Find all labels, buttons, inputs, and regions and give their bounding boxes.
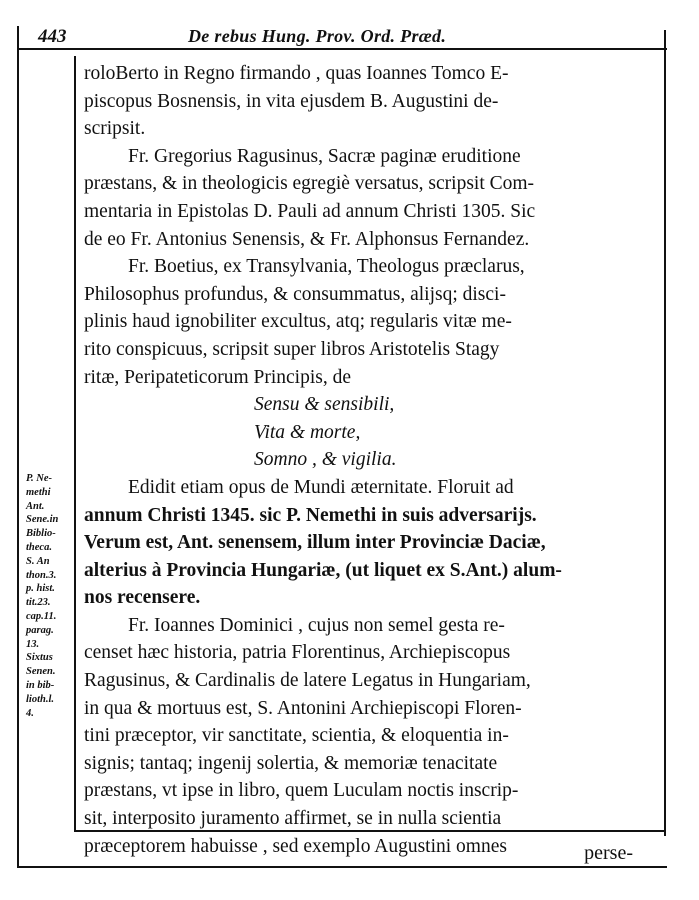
page-number: 443 bbox=[38, 26, 67, 47]
text-line: ritæ, Peripateticorum Principis, de bbox=[84, 366, 351, 388]
text-line: in qua & mortuus est, S. Antonini Archiepiscopi Floren- bbox=[84, 697, 522, 719]
marginal-note-line: p. hist. bbox=[26, 583, 55, 595]
page-header bbox=[0, 16, 699, 50]
text-line: Edidit etiam opus de Mundi æternitate. Floruit ad bbox=[128, 476, 514, 498]
marginal-note-line: 13. bbox=[26, 638, 40, 650]
text-line: præceptorem habuisse , sed exemplo Augustini omnes bbox=[84, 835, 507, 857]
marginal-note bbox=[26, 472, 78, 720]
text-line: Philosophus profundus, & consummatus, alijsq; disci- bbox=[84, 283, 506, 305]
marginal-note-line: lioth.l. bbox=[26, 693, 55, 705]
text-line: signis; tantaq; ingenij solertia, & memoriæ tenacitate bbox=[84, 752, 498, 774]
text-line: alterius à Provincia Hungariæ, (ut liquet ex S.Ant.) alum- bbox=[84, 559, 562, 581]
marginal-note-line: Biblio- bbox=[26, 528, 56, 540]
text-line: de eo Fr. Antonius Senensis, & Fr. Alphonsus Fernandez. bbox=[84, 228, 530, 250]
marginal-note-line: methi bbox=[26, 486, 51, 498]
marginal-note-line: P. Ne- bbox=[26, 473, 53, 484]
marginal-note-line: Ant. bbox=[26, 500, 45, 512]
text-line: piscopus Bosnensis, in vita ejusdem B. Augustini de- bbox=[84, 90, 499, 112]
text-line: præstans, & in theologicis egregiè versatus, scripsit Com- bbox=[84, 173, 535, 195]
text-line: Ragusinus, & Cardinalis de latere Legatus in Hungariam, bbox=[84, 670, 531, 692]
text-line: tini præceptor, vir sanctitate, scientia, & eloquentia in- bbox=[84, 725, 509, 747]
text-line: mentaria in Epistolas D. Pauli ad annum Christi 1305. Sic bbox=[84, 200, 536, 222]
text-line: plinis haud ignobiliter excultus, atq; regularis vitæ me- bbox=[84, 311, 512, 333]
marginal-note-line: cap.11. bbox=[26, 610, 57, 622]
right-border-line bbox=[664, 30, 666, 836]
marginal-note-line: Senen. bbox=[26, 666, 56, 678]
text-line: nos recensere. bbox=[84, 587, 201, 609]
footer-rule-bottom bbox=[17, 866, 667, 868]
text-line: Verum est, Ant. senensem, illum inter Provinciæ Daciæ, bbox=[84, 532, 546, 554]
marginal-note-line: S. An bbox=[26, 555, 50, 567]
marginal-note-line: parag. bbox=[26, 624, 54, 636]
marginal-note-line: theca. bbox=[26, 541, 52, 553]
marginal-note-line: in bib- bbox=[26, 679, 55, 691]
text-line: Fr. Ioannes Dominici , cujus non semel gesta re- bbox=[128, 614, 505, 636]
text-line: Fr. Boetius, ex Transylvania, Theologus præclarus, bbox=[128, 256, 525, 278]
text-line: Sensu & sensibili, bbox=[254, 394, 395, 416]
running-title: De rebus Hung. Prov. Ord. Præd. bbox=[188, 26, 447, 46]
marginal-note-line: Sixtus bbox=[26, 652, 53, 664]
marginal-note-line: Sene.in bbox=[26, 514, 59, 526]
text-line: Somno , & vigilia. bbox=[254, 449, 397, 471]
marginal-note-line: thon.3. bbox=[26, 569, 57, 581]
text-line: annum Christi 1345. sic P. Nemethi in suis adversarijs. bbox=[84, 504, 537, 526]
catchword: perse- bbox=[584, 842, 633, 864]
text-line: præstans, vt ipse in libro, quem Luculam noctis inscrip- bbox=[84, 780, 519, 802]
text-line: roloBerto in Regno firmando , quas Ioannes Tomco E- bbox=[84, 63, 509, 84]
marginal-note-line: 4. bbox=[26, 707, 34, 719]
text-line: censet hæc historia, patria Florentinus, Archiepiscopus bbox=[84, 642, 511, 664]
text-line: Fr. Gregorius Ragusinus, Sacræ paginæ eruditione bbox=[128, 145, 521, 167]
main-text bbox=[84, 60, 664, 860]
text-line: scripsit. bbox=[84, 118, 146, 140]
marginal-note-line: tit.23. bbox=[26, 597, 51, 609]
text-line: Vita & morte, bbox=[254, 421, 361, 443]
text-line: sit, interposito juramento affirmet, se in nulla scientia bbox=[84, 808, 502, 830]
left-border-line bbox=[17, 26, 19, 868]
text-line: rito conspicuus, scripsit super libros Aristotelis Stagy bbox=[84, 338, 500, 360]
